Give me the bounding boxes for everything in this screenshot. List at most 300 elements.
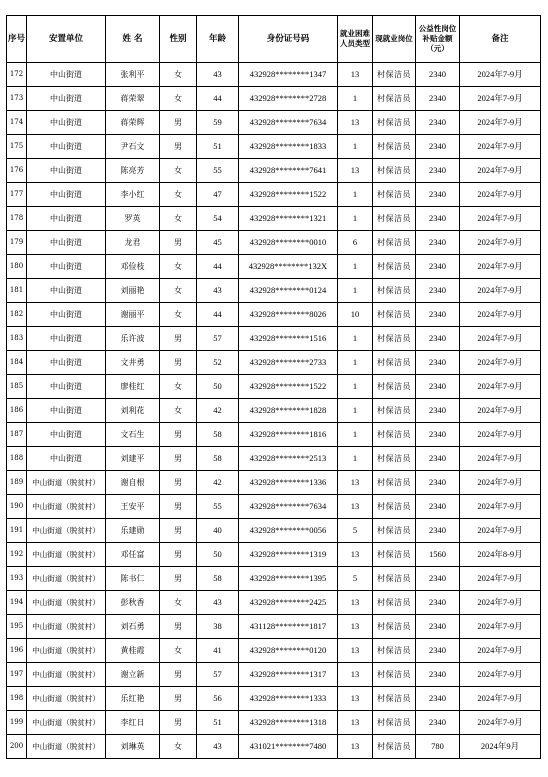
cell-gender: 男 [160,351,197,375]
cell-gender: 女 [160,87,197,111]
cell-note: 2024年7-9月 [460,279,541,303]
cell-difficulty: 1 [338,207,373,231]
table-row [7,711,541,735]
cell-seq: 187 [7,423,27,447]
cell-name: 邓任富 [106,543,160,567]
cell-name: 蒋荣翠 [106,87,160,111]
cell-gender: 男 [160,327,197,351]
cell-note: 2024年8-9月 [460,543,541,567]
cell-difficulty: 13 [338,615,373,639]
cell-difficulty: 13 [338,687,373,711]
cell-id: 432928********2733 [239,351,338,375]
cell-unit: 中山街道（脱贫村） [27,687,106,711]
cell-name: 谢立新 [106,663,160,687]
cell-seq: 175 [7,135,27,159]
cell-age: 41 [197,639,239,663]
cell-unit: 中山街道（脱贫村） [27,591,106,615]
cell-id: 431021********7480 [239,735,338,759]
cell-difficulty: 13 [338,63,373,87]
cell-id: 432928********2728 [239,87,338,111]
cell-note: 2024年7-9月 [460,615,541,639]
cell-note: 2024年7-9月 [460,471,541,495]
cell-note: 2024年7-9月 [460,447,541,471]
cell-gender: 男 [160,447,197,471]
table-row [7,231,541,255]
cell-name: 刘琳英 [106,735,160,759]
cell-subsidy: 780 [416,735,460,759]
header-difficulty: 就业困难人员类型 [338,16,373,63]
cell-name: 文石生 [106,423,160,447]
table-row [7,279,541,303]
cell-subsidy: 2340 [416,207,460,231]
cell-seq: 181 [7,279,27,303]
cell-subsidy: 2340 [416,591,460,615]
cell-seq: 173 [7,87,27,111]
cell-subsidy: 2340 [416,399,460,423]
cell-difficulty: 13 [338,159,373,183]
cell-name: 罗英 [106,207,160,231]
cell-note: 2024年7-9月 [460,591,541,615]
cell-id: 432928********0124 [239,279,338,303]
cell-unit: 中山街道 [27,207,106,231]
cell-difficulty: 1 [338,423,373,447]
cell-seq: 174 [7,111,27,135]
table-body [7,63,541,759]
cell-subsidy: 2340 [416,711,460,735]
cell-id: 432928********132X [239,255,338,279]
cell-position: 村保洁员 [373,255,416,279]
cell-unit: 中山街道 [27,375,106,399]
cell-seq: 196 [7,639,27,663]
cell-name: 陈书仁 [106,567,160,591]
table-row [7,735,541,759]
cell-id: 432928********1516 [239,327,338,351]
cell-name: 乐建勋 [106,519,160,543]
cell-name: 廖桂红 [106,375,160,399]
cell-position: 村保洁员 [373,159,416,183]
table-row [7,591,541,615]
cell-id: 431128********1817 [239,615,338,639]
cell-id: 432928********7634 [239,495,338,519]
cell-id: 432928********1317 [239,663,338,687]
cell-subsidy: 2340 [416,423,460,447]
cell-id: 432928********2513 [239,447,338,471]
cell-name: 王安平 [106,495,160,519]
subsidy-roster-table [6,15,541,759]
cell-unit: 中山街道 [27,423,106,447]
cell-difficulty: 1 [338,135,373,159]
cell-seq: 176 [7,159,27,183]
cell-subsidy: 2340 [416,255,460,279]
cell-position: 村保洁员 [373,183,416,207]
cell-gender: 男 [160,543,197,567]
cell-difficulty: 6 [338,231,373,255]
cell-name: 黄桂霞 [106,639,160,663]
cell-gender: 男 [160,711,197,735]
cell-position: 村保洁员 [373,423,416,447]
table-header-row [7,16,541,63]
cell-name: 龙君 [106,231,160,255]
cell-difficulty: 13 [338,471,373,495]
cell-difficulty: 1 [338,447,373,471]
cell-seq: 191 [7,519,27,543]
table-row [7,183,541,207]
table-row [7,639,541,663]
cell-age: 58 [197,567,239,591]
cell-note: 2024年7-9月 [460,207,541,231]
cell-seq: 188 [7,447,27,471]
cell-subsidy: 2340 [416,159,460,183]
cell-seq: 186 [7,399,27,423]
cell-position: 村保洁员 [373,735,416,759]
header-note: 备注 [460,16,541,63]
cell-gender: 男 [160,615,197,639]
cell-position: 村保洁员 [373,615,416,639]
cell-note: 2024年7-9月 [460,495,541,519]
cell-id: 432928********0056 [239,519,338,543]
cell-id: 432928********1816 [239,423,338,447]
cell-subsidy: 2340 [416,639,460,663]
cell-unit: 中山街道（脱贫村） [27,735,106,759]
cell-unit: 中山街道 [27,303,106,327]
cell-note: 2024年7-9月 [460,375,541,399]
table-row [7,615,541,639]
cell-seq: 184 [7,351,27,375]
cell-id: 432928********2425 [239,591,338,615]
cell-name: 李红日 [106,711,160,735]
cell-difficulty: 5 [338,519,373,543]
cell-note: 2024年7-9月 [460,519,541,543]
table-row [7,687,541,711]
cell-gender: 女 [160,399,197,423]
header-position: 现就业岗位 [373,16,416,63]
cell-difficulty: 1 [338,351,373,375]
cell-age: 42 [197,399,239,423]
cell-note: 2024年7-9月 [460,423,541,447]
cell-unit: 中山街道 [27,63,106,87]
cell-seq: 190 [7,495,27,519]
cell-seq: 183 [7,327,27,351]
cell-age: 43 [197,279,239,303]
cell-id: 432928********1319 [239,543,338,567]
cell-seq: 192 [7,543,27,567]
cell-position: 村保洁员 [373,399,416,423]
cell-unit: 中山街道（脱贫村） [27,495,106,519]
table-row [7,447,541,471]
cell-id: 432928********1833 [239,135,338,159]
table-row [7,327,541,351]
subsidy-roster-sheet [6,15,540,759]
header-seq: 序号 [7,16,27,63]
cell-note: 2024年7-9月 [460,87,541,111]
cell-note: 2024年7-9月 [460,687,541,711]
cell-seq: 199 [7,711,27,735]
cell-age: 45 [197,231,239,255]
cell-age: 43 [197,591,239,615]
cell-difficulty: 1 [338,399,373,423]
cell-seq: 189 [7,471,27,495]
cell-gender: 女 [160,375,197,399]
cell-seq: 179 [7,231,27,255]
cell-gender: 女 [160,207,197,231]
cell-id: 432928********1522 [239,375,338,399]
cell-age: 51 [197,135,239,159]
cell-subsidy: 2340 [416,303,460,327]
cell-name: 乐红艳 [106,687,160,711]
cell-difficulty: 13 [338,735,373,759]
cell-position: 村保洁员 [373,663,416,687]
cell-id: 432928********1336 [239,471,338,495]
cell-subsidy: 2340 [416,375,460,399]
cell-age: 58 [197,447,239,471]
cell-note: 2024年7-9月 [460,663,541,687]
cell-unit: 中山街道 [27,447,106,471]
table-row [7,423,541,447]
cell-unit: 中山街道（脱贫村） [27,711,106,735]
cell-name: 乐许波 [106,327,160,351]
cell-seq: 177 [7,183,27,207]
cell-position: 村保洁员 [373,471,416,495]
cell-age: 57 [197,327,239,351]
cell-unit: 中山街道 [27,135,106,159]
cell-age: 44 [197,87,239,111]
cell-unit: 中山街道 [27,231,106,255]
cell-unit: 中山街道 [27,87,106,111]
table-row [7,207,541,231]
cell-gender: 男 [160,135,197,159]
cell-difficulty: 13 [338,663,373,687]
cell-gender: 女 [160,255,197,279]
cell-position: 村保洁员 [373,519,416,543]
cell-id: 432928********8026 [239,303,338,327]
cell-subsidy: 2340 [416,495,460,519]
cell-id: 432928********1828 [239,399,338,423]
cell-note: 2024年7-9月 [460,135,541,159]
cell-age: 55 [197,159,239,183]
cell-age: 54 [197,207,239,231]
cell-subsidy: 2340 [416,183,460,207]
cell-subsidy: 2340 [416,327,460,351]
cell-name: 刘石勇 [106,615,160,639]
cell-note: 2024年7-9月 [460,111,541,135]
cell-difficulty: 1 [338,375,373,399]
cell-subsidy: 2340 [416,231,460,255]
cell-age: 44 [197,303,239,327]
table-row [7,519,541,543]
cell-subsidy: 1560 [416,543,460,567]
cell-seq: 193 [7,567,27,591]
cell-id: 432928********7634 [239,111,338,135]
cell-position: 村保洁员 [373,591,416,615]
cell-id: 432928********1395 [239,567,338,591]
cell-name: 张利平 [106,63,160,87]
cell-age: 40 [197,519,239,543]
cell-gender: 女 [160,183,197,207]
cell-name: 邓俭枝 [106,255,160,279]
cell-name: 陈亮芳 [106,159,160,183]
cell-subsidy: 2340 [416,447,460,471]
cell-unit: 中山街道 [27,111,106,135]
cell-note: 2024年7-9月 [460,63,541,87]
cell-position: 村保洁员 [373,543,416,567]
cell-unit: 中山街道 [27,399,106,423]
cell-note: 2024年7-9月 [460,567,541,591]
cell-gender: 女 [160,63,197,87]
cell-seq: 178 [7,207,27,231]
cell-age: 50 [197,375,239,399]
cell-seq: 194 [7,591,27,615]
cell-difficulty: 13 [338,639,373,663]
cell-gender: 男 [160,471,197,495]
cell-difficulty: 5 [338,567,373,591]
cell-gender: 女 [160,735,197,759]
cell-position: 村保洁员 [373,303,416,327]
cell-position: 村保洁员 [373,87,416,111]
cell-age: 56 [197,687,239,711]
cell-note: 2024年7-9月 [460,351,541,375]
cell-note: 2024年7-9月 [460,711,541,735]
cell-subsidy: 2340 [416,567,460,591]
table-row [7,663,541,687]
cell-seq: 182 [7,303,27,327]
cell-difficulty: 1 [338,279,373,303]
table-row [7,303,541,327]
cell-id: 432928********1321 [239,207,338,231]
cell-name: 谢自根 [106,471,160,495]
cell-age: 44 [197,255,239,279]
table-row [7,543,541,567]
cell-position: 村保洁员 [373,687,416,711]
table-row [7,567,541,591]
cell-age: 55 [197,495,239,519]
cell-gender: 女 [160,591,197,615]
cell-difficulty: 1 [338,183,373,207]
cell-unit: 中山街道 [27,351,106,375]
cell-age: 38 [197,615,239,639]
cell-id: 432928********1522 [239,183,338,207]
cell-note: 2024年7-9月 [460,255,541,279]
cell-subsidy: 2340 [416,63,460,87]
cell-difficulty: 13 [338,111,373,135]
header-gender: 性别 [160,16,197,63]
cell-unit: 中山街道（脱贫村） [27,471,106,495]
cell-note: 2024年7-9月 [460,183,541,207]
cell-gender: 女 [160,279,197,303]
table-row [7,351,541,375]
table-row [7,399,541,423]
cell-seq: 200 [7,735,27,759]
cell-name: 文井勇 [106,351,160,375]
cell-position: 村保洁员 [373,135,416,159]
cell-name: 刘利花 [106,399,160,423]
cell-position: 村保洁员 [373,351,416,375]
table-row [7,375,541,399]
cell-difficulty: 1 [338,255,373,279]
cell-gender: 女 [160,639,197,663]
cell-position: 村保洁员 [373,711,416,735]
cell-gender: 男 [160,567,197,591]
cell-age: 58 [197,423,239,447]
cell-position: 村保洁员 [373,375,416,399]
cell-subsidy: 2340 [416,663,460,687]
cell-name: 李小红 [106,183,160,207]
cell-unit: 中山街道 [27,279,106,303]
cell-gender: 男 [160,495,197,519]
cell-unit: 中山街道 [27,159,106,183]
cell-subsidy: 2340 [416,615,460,639]
cell-age: 43 [197,735,239,759]
cell-subsidy: 2340 [416,87,460,111]
cell-seq: 185 [7,375,27,399]
cell-position: 村保洁员 [373,231,416,255]
cell-difficulty: 1 [338,327,373,351]
cell-position: 村保洁员 [373,447,416,471]
cell-position: 村保洁员 [373,639,416,663]
header-age: 年龄 [197,16,239,63]
cell-note: 2024年7-9月 [460,231,541,255]
cell-name: 刘建平 [106,447,160,471]
header-subsidy: 公益性岗位补贴金额（元） [416,16,460,63]
cell-gender: 男 [160,111,197,135]
cell-position: 村保洁员 [373,495,416,519]
cell-difficulty: 13 [338,711,373,735]
cell-unit: 中山街道（脱贫村） [27,519,106,543]
cell-gender: 男 [160,663,197,687]
cell-gender: 男 [160,231,197,255]
cell-seq: 172 [7,63,27,87]
cell-subsidy: 2340 [416,351,460,375]
cell-unit: 中山街道（脱贫村） [27,543,106,567]
cell-position: 村保洁员 [373,63,416,87]
cell-unit: 中山街道（脱贫村） [27,567,106,591]
header-id: 身份证号码 [239,16,338,63]
cell-difficulty: 13 [338,495,373,519]
cell-age: 50 [197,543,239,567]
cell-gender: 女 [160,159,197,183]
cell-difficulty: 13 [338,591,373,615]
cell-position: 村保洁员 [373,111,416,135]
cell-name: 蒋荣辉 [106,111,160,135]
cell-seq: 198 [7,687,27,711]
cell-gender: 男 [160,519,197,543]
cell-age: 52 [197,351,239,375]
cell-age: 47 [197,183,239,207]
cell-position: 村保洁员 [373,279,416,303]
cell-unit: 中山街道 [27,327,106,351]
cell-age: 42 [197,471,239,495]
cell-note: 2024年7-9月 [460,303,541,327]
cell-seq: 197 [7,663,27,687]
table-row [7,255,541,279]
cell-name: 尹石文 [106,135,160,159]
cell-id: 432928********1333 [239,687,338,711]
cell-difficulty: 13 [338,543,373,567]
cell-id: 432928********1318 [239,711,338,735]
cell-difficulty: 10 [338,303,373,327]
cell-id: 432928********0120 [239,639,338,663]
cell-name: 谢丽平 [106,303,160,327]
cell-age: 43 [197,63,239,87]
cell-seq: 195 [7,615,27,639]
cell-note: 2024年7-9月 [460,639,541,663]
cell-position: 村保洁员 [373,327,416,351]
cell-id: 432928********7641 [239,159,338,183]
cell-seq: 180 [7,255,27,279]
cell-note: 2024年7-9月 [460,159,541,183]
cell-unit: 中山街道（脱贫村） [27,639,106,663]
cell-note: 2024年7-9月 [460,327,541,351]
cell-subsidy: 2340 [416,111,460,135]
